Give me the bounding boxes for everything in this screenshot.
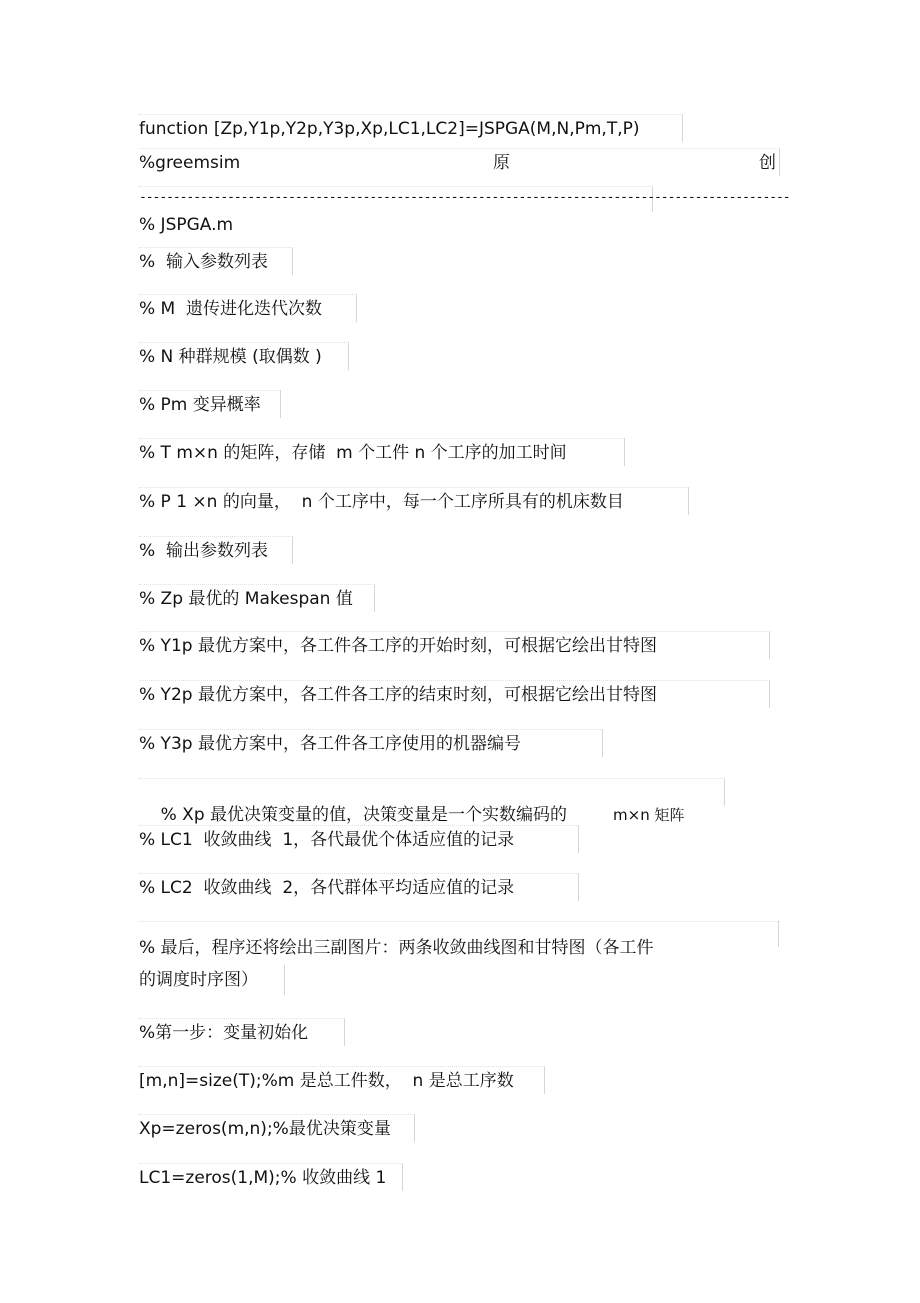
output-params-header: % 输出参数列表 <box>139 536 293 564</box>
out-xp-matrix: m×n 矩阵 <box>613 806 685 824</box>
author-line <box>139 148 780 176</box>
function-signature-line: function [Zp,Y1p,Y2p,Y3p,Xp,LC1,LC2]=JSPGA(M,N,Pm,T,P) <box>139 114 683 142</box>
filename-comment: % JSPGA.m <box>139 215 234 235</box>
out-lc1-line: % LC1 收敛曲线 1，各代最优个体适应值的记录 <box>139 825 579 853</box>
final-note-paragraph <box>139 921 780 995</box>
out-lc2-line: % LC2 收敛曲线 2，各代群体平均适应值的记录 <box>139 873 579 901</box>
para-rule-right <box>778 921 779 947</box>
out-zp-line: % Zp 最优的 Makespan 值 <box>139 584 375 612</box>
out-y3p-line: % Y3p 最优方案中，各工件各工序使用的机器编号 <box>139 729 603 757</box>
out-xp-line <box>139 778 725 825</box>
lc1-init-line: LC1=zeros(1,M);% 收敛曲线 1 <box>139 1163 403 1191</box>
yuan-char: 原 <box>493 153 510 173</box>
size-line: [m,n]=size(T);%m 是总工件数， n 是总工序数 <box>139 1066 545 1094</box>
final-note-line-1: % 最后，程序还将绘出三副图片：两条收敛曲线图和甘特图（各工件 <box>139 938 654 958</box>
greemsim-text: %greemsim <box>139 153 241 173</box>
param-m-line: % M 遗传进化迭代次数 <box>139 294 357 322</box>
input-params-header: % 输入参数列表 <box>139 247 293 275</box>
out-xp-text: % Xp 最优决策变量的值，决策变量是一个实数编码的 <box>160 805 568 825</box>
param-pm-line: % Pm 变异概率 <box>139 390 281 418</box>
step1-comment: %第一步：变量初始化 <box>139 1018 345 1046</box>
final-note-line-2: 的调度时序图） <box>139 970 258 990</box>
out-y1p-line: % Y1p 最优方案中，各工件各工序的开始时刻，可根据它绘出甘特图 <box>139 631 770 659</box>
param-p-line: % P 1 ×n 的向量， n 个工序中，每一个工序所具有的机床数目 <box>139 487 689 515</box>
chuang-char: 创 <box>759 153 776 173</box>
param-t-line: % T m×n 的矩阵，存储 m 个工件 n 个工序的加工时间 <box>139 438 625 466</box>
para-rule-right-2 <box>284 965 285 995</box>
out-y2p-line: % Y2p 最优方案中，各工件各工序的结束时刻，可根据它绘出甘特图 <box>139 680 770 708</box>
dash-separator: ------------------------------------------------------------------------------------------------ <box>139 186 653 212</box>
xp-init-line: Xp=zeros(m,n);%最优决策变量 <box>139 1114 415 1142</box>
param-n-line: % N 种群规模 (取偶数 ) <box>139 342 349 370</box>
